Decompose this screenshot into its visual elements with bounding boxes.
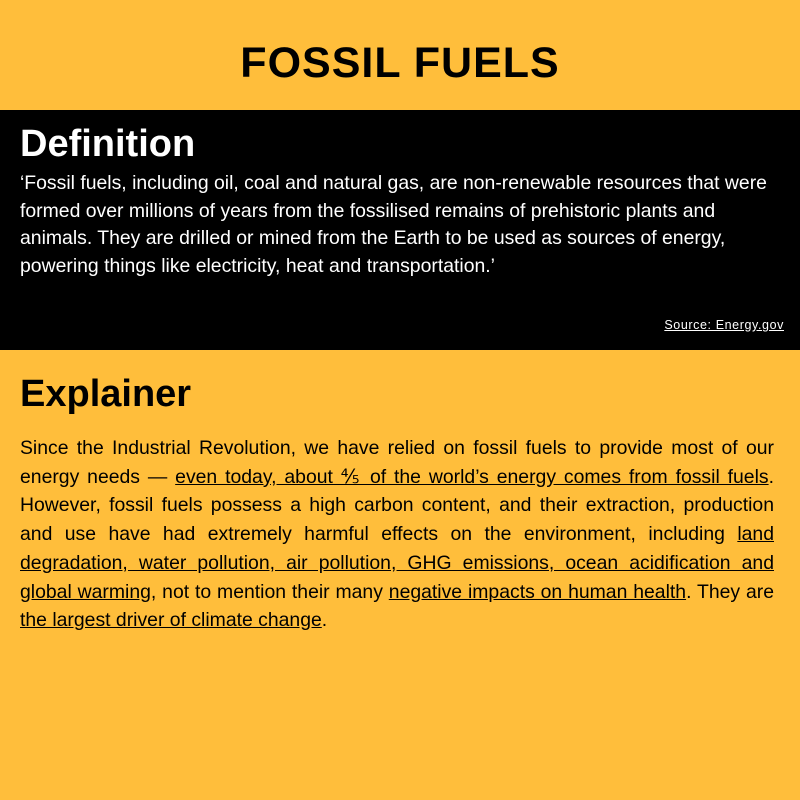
- link-health-impacts[interactable]: negative impacts on human health: [388, 580, 687, 603]
- link-world-energy-share[interactable]: even today, about ⅘ of the world’s energy comes from fossil fuels: [175, 465, 769, 488]
- explainer-text-2: . However, fossil fuels possess a high carbon content, and their extraction, production and use have had extremely harmful effects on the environment, including: [20, 465, 774, 546]
- definition-quote: ‘Fossil fuels, including oil, coal and natural gas, are non-renewable resources that were formed over millions of years from the fossilised remains of prehistoric plants and animals. They are drilled or mined from the Earth to be used as sources of energy, powering things like electricity, heat and transportation.’: [20, 172, 767, 277]
- explainer-text-3: , not to mention their many: [150, 580, 389, 603]
- explainer-text-1: Since the Industrial Revolution, we have relied on fossil fuels to provide most of our energy needs —: [20, 437, 774, 488]
- definition-heading: Definition: [20, 123, 196, 165]
- link-climate-change-driver[interactable]: the largest driver of climate change: [20, 609, 322, 632]
- page-title: FOSSIL FUELS: [240, 39, 560, 87]
- explainer-text-5: .: [321, 609, 328, 632]
- definition-panel: [0, 110, 800, 350]
- source-link[interactable]: Source: Energy.gov: [664, 318, 784, 332]
- explainer-paragraph: [20, 434, 774, 635]
- explainer-heading: Explainer: [20, 373, 192, 415]
- link-environmental-harms[interactable]: land degradation, water pollution, air pollution, GHG emissions, ocean acidification and global warming: [20, 523, 774, 603]
- explainer-text-4: . They are: [686, 580, 774, 603]
